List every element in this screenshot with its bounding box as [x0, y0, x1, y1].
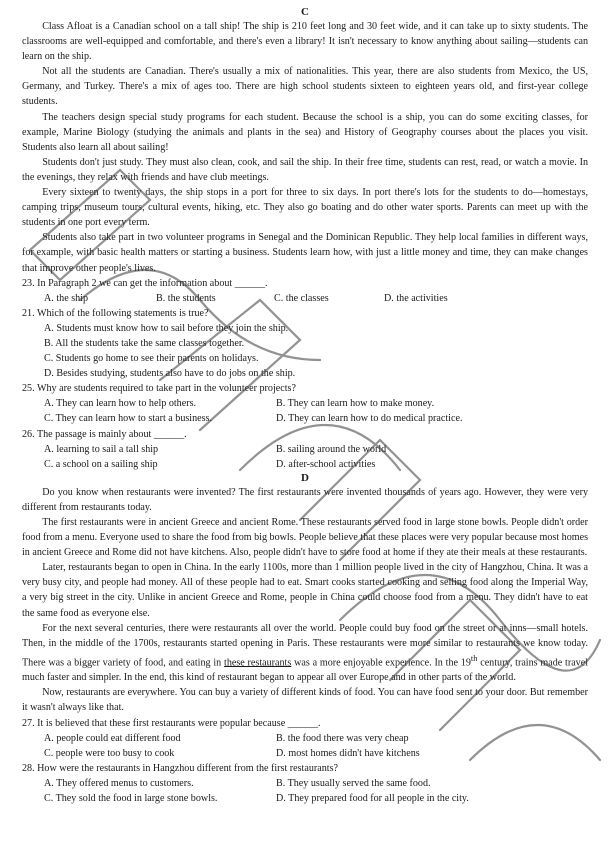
answer-option: A. They can learn how to help others. [44, 398, 197, 410]
passage-d-paragraph: Later, restaurants began to open in China. In the early 1100s, more than 1 million people lived in the city of Hangzhou, China. It was a very busy city, and people had money. All of these people had to eat. Smart cooks started cooking and selling food along the Imperial Way, a very big street in the city. Unlike in ancient Greece and Rome, people in China could choose food from a menu. They didn't have to eat the same food as everyone else. [22, 562, 588, 619]
answer-option: D. the activities [384, 292, 448, 304]
answer-option: A. people could eat different food [44, 732, 181, 744]
underlined-phrase: these restaurants [224, 657, 292, 669]
passage-c-paragraph: The teachers design special study programs for each student. Because the school is a ship, you can do some exciting classes, for example, Marine Biology (studying the animals and plants in the sea) and History of Geography courses about the places you visit. Students also learn all about sailing! [22, 111, 588, 153]
passage-c-body [22, 19, 588, 276]
answer-options [44, 776, 588, 806]
passage-d-paragraph-4 [22, 621, 588, 686]
passage-c-paragraph: Students don't just study. They must also clean, cook, and sail the ship. In their free time, students can rest, read, or watch a movie. In the evenings, they relax with friends and have club meetings. [22, 156, 588, 183]
answer-option: C. the classes [274, 292, 329, 304]
answer-option: B. the food there was very cheap [276, 732, 409, 744]
passage-c-paragraph: Class Afloat is a Canadian school on a tall ship! The ship is 210 feet long and 30 feet wide, and it can take up to sixty students. The classrooms are well-equipped and comfortable, and there's even a library! It isn't necessary to know anything about sailing—students can learn on the ship. [22, 21, 588, 63]
passage-d-questions [22, 716, 588, 807]
answer-option: C. They can learn how to start a business. [44, 413, 213, 425]
text-run: century, trains made travel much faster and simpler. In the end, this kind of restaurant began to appear all over Europe and in other parts of the world. [22, 657, 588, 684]
ordinal-suffix: th [470, 653, 478, 663]
answer-options [44, 396, 588, 426]
answer-option: A. They offered menus to customers. [44, 777, 194, 789]
text-run: For the next several centuries, there were restaurants all over the world. People could buy food on the street or at inns—small hotels. Then, in the middle of the 1700s, restaurants started opening in Paris. These restaurants were more similar to restaurants we know today. There was a bigger variety of food, and eating in [22, 622, 588, 669]
question-stem: 28. How were the restaurants in Hangzhou different from the first restaurants? [22, 762, 338, 774]
answer-option: B. All the students take the same classes together. [44, 337, 245, 349]
answer-options [44, 731, 588, 761]
passage-d-paragraph: Now, restaurants are everywhere. You can buy a variety of different kinds of food. You can have food sent to your door. But remember it wasn't always like that. [22, 687, 588, 714]
worksheet [22, 6, 588, 806]
passage-c-paragraph: Every sixteen to twenty days, the ship stops in a port for three to six days. In port there's lots for the students to do—homestays, camping trips, museum tours, cultural events, hiking, etc. They also go boating and do other water sports. Parents can meet up with the students in one port every term. [22, 187, 588, 229]
answer-option: D. They prepared food for all people in the city. [276, 793, 469, 805]
answer-option: C. Students go home to see their parents on holidays. [44, 353, 259, 365]
answer-option: B. They can learn how to make money. [276, 398, 435, 410]
passage-c-questions [22, 276, 588, 472]
answer-options [44, 291, 588, 306]
text-run: was a more enjoyable experience. In the 19 [291, 657, 471, 669]
question-stem: 23. In Paragraph 2 we can get the information about ______. [22, 277, 268, 289]
passage-d-paragraph: The first restaurants were in ancient Greece and ancient Rome. These restaurants served food in large stone bowls. People didn't order food from a menu. Everyone used to share the food from big bowls. People believe that these places were very popular because most homes in ancient Greece and Rome did not have kitchens. Also, people didn't have to store food at home if they ate their meals at these restaurants. [22, 517, 588, 559]
section-label-c: C [301, 6, 309, 18]
answer-option: C. a school on a sailing ship [44, 458, 158, 470]
answer-option: C. They sold the food in large stone bowls. [44, 793, 218, 805]
question-stem: 21. Which of the following statements is true? [22, 307, 209, 319]
answer-option: D. They can learn how to do medical practice. [276, 413, 463, 425]
passage-d-paragraph: Do you know when restaurants were invented? The first restaurants were invented thousands of years ago. However, they were very different from restaurants today. [22, 486, 588, 513]
answer-option: B. sailing around the world [276, 443, 387, 455]
question-stem: 26. The passage is mainly about ______. [22, 428, 187, 440]
passage-c-paragraph: Not all the students are Canadian. There's usually a mix of nationalities. This year, there are also students from Mexico, the US, Germany, and Turkey. There's a mix of ages too. There are high school students sixteen to eighteen years old, and first-year college students. [22, 66, 588, 108]
question-stem: 27. It is believed that these first restaurants were popular because ______. [22, 717, 321, 729]
answer-option: C. people were too busy to cook [44, 747, 175, 759]
answer-option: D. most homes didn't have kitchens [276, 747, 420, 759]
passage-c-paragraph: Students also take part in two volunteer programs in Senegal and the Dominican Republic. They help local families in different ways, for example, with basic health matters or starting a business. Students learn how, with just a little money and time, they can make changes that improve other people's lives. [22, 232, 588, 274]
answer-options [44, 321, 588, 381]
answer-option: A. Students must know how to sail before they join the ship. [44, 322, 289, 334]
answer-option: D. Besides studying, students also have to do jobs on the ship. [44, 368, 296, 380]
answer-option: B. the students [156, 292, 216, 304]
answer-option: A. learning to sail a tall ship [44, 443, 159, 455]
question-stem: 25. Why are students required to take part in the volunteer projects? [22, 383, 296, 395]
answer-options [44, 442, 588, 472]
answer-option: D. after-school activities [276, 458, 376, 470]
answer-option: B. They usually served the same food. [276, 777, 431, 789]
section-label-d: D [301, 471, 309, 484]
answer-option: A. the ship [44, 292, 89, 304]
